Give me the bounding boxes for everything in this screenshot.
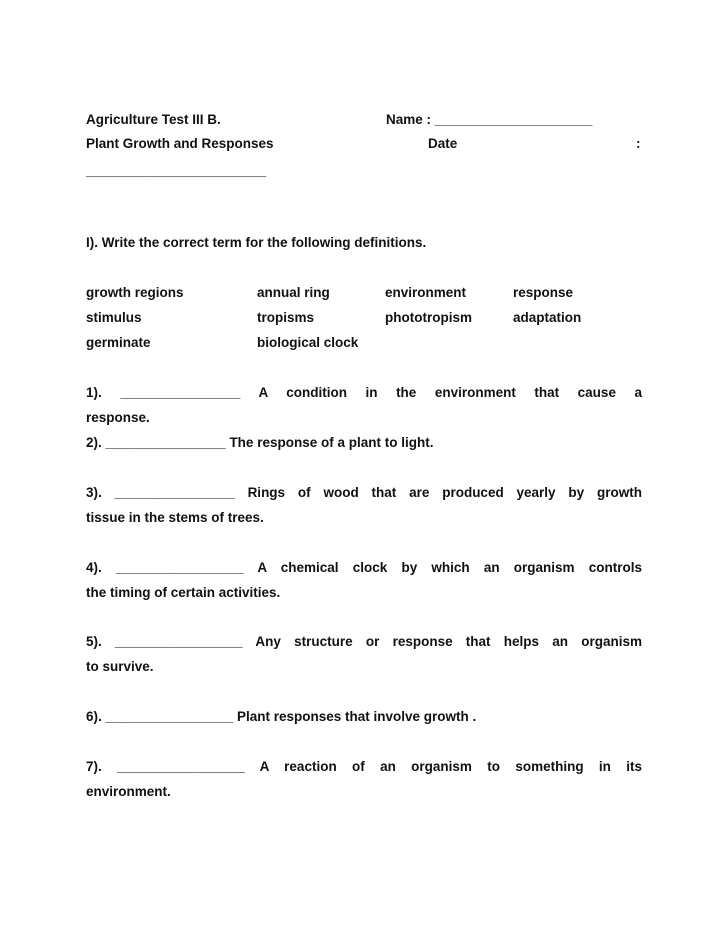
question-definition-continued: response.: [86, 410, 150, 425]
question-number: 4).: [86, 560, 102, 575]
question-6: [86, 704, 642, 729]
question-number: 2).: [86, 435, 102, 450]
answer-blank: ________________: [120, 385, 241, 400]
answer-blank: ________________: [114, 485, 235, 500]
question-definition-continued: tissue in the stems of trees.: [86, 510, 264, 525]
question-5-line: [86, 629, 642, 654]
section-instruction: I). Write the correct term for the following definitions.: [86, 235, 427, 250]
answer-blank: _________________: [105, 709, 234, 724]
question-definition-continued: environment.: [86, 784, 171, 799]
question-definition: A reaction of an organism to something in its: [259, 759, 643, 774]
question-3-line: [86, 480, 642, 505]
question-number: 3).: [86, 485, 102, 500]
question-4-line: [86, 555, 642, 580]
question-6-line: [86, 704, 642, 729]
question-number: 5).: [86, 634, 102, 649]
word-bank-term: response: [513, 285, 574, 300]
test-title: Agriculture Test III B.: [86, 112, 221, 127]
question-definition-continued: the timing of certain activities.: [86, 585, 281, 600]
question-2: [86, 430, 642, 455]
word-bank-term: biological clock: [257, 335, 359, 350]
word-bank-term: phototropism: [385, 310, 472, 325]
word-bank-term: adaptation: [513, 310, 582, 325]
word-bank-term: annual ring: [257, 285, 330, 300]
question-definition: A condition in the environment that cause a: [258, 385, 642, 400]
word-bank-term: germinate: [86, 335, 151, 350]
question-4: [86, 555, 642, 605]
question-1-line: [86, 380, 642, 405]
question-3: [86, 480, 642, 530]
question-definition-continued: to survive.: [86, 659, 154, 674]
answer-blank: _________________: [117, 759, 245, 774]
question-number: 7).: [86, 759, 102, 774]
worksheet-subtitle: Plant Growth and Responses: [86, 136, 274, 151]
question-number: 1).: [86, 385, 102, 400]
question-number: 6).: [86, 709, 102, 724]
question-5: [86, 629, 642, 679]
date-colon: :: [636, 136, 641, 151]
word-bank: [86, 284, 646, 352]
question-definition: A chemical clock by which an organism controls: [257, 560, 642, 575]
answer-blank: _________________: [115, 634, 243, 649]
question-definition: Any structure or response that helps an organism: [255, 634, 643, 649]
question-definition: Rings of wood that are produced yearly by growth: [247, 485, 642, 500]
question-7-line: [86, 754, 642, 779]
question-2-line: [86, 430, 642, 455]
word-bank-term: stimulus: [86, 310, 142, 325]
question-1: [86, 380, 642, 430]
question-definition: The response of a plant to light.: [229, 435, 434, 450]
word-bank-term: environment: [385, 285, 467, 300]
date-field-label: Date: [428, 136, 458, 151]
answer-blank: _________________: [115, 560, 244, 575]
date-blank-line: ________________________: [86, 163, 267, 178]
answer-blank: ________________: [105, 435, 226, 450]
question-definition: Plant responses that involve growth .: [236, 709, 477, 724]
word-bank-term: growth regions: [86, 285, 184, 300]
name-field-label: Name : _____________________: [386, 112, 593, 127]
word-bank-term: tropisms: [257, 310, 315, 325]
question-7: [86, 754, 642, 804]
